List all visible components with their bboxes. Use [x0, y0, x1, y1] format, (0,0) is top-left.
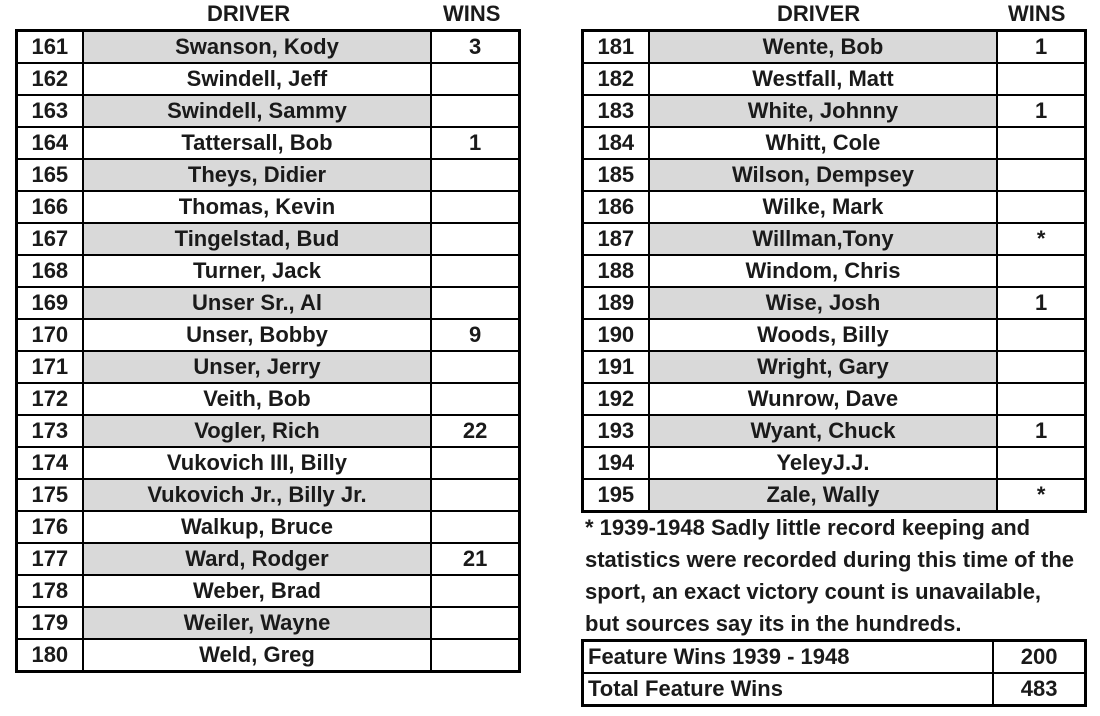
driver-name-cell: Wilke, Mark — [649, 191, 998, 223]
driver-number-cell: 180 — [17, 639, 83, 672]
driver-number-cell: 177 — [17, 543, 83, 575]
driver-number-cell: 181 — [583, 31, 649, 64]
driver-number-cell: 161 — [17, 31, 83, 64]
driver-number-cell: 187 — [583, 223, 649, 255]
driver-number-cell: 192 — [583, 383, 649, 415]
wins-cell — [431, 447, 519, 479]
wins-cell: 1 — [997, 31, 1085, 64]
driver-name-cell: Weld, Greg — [83, 639, 432, 672]
wins-cell: 22 — [431, 415, 519, 447]
driver-name-cell: Walkup, Bruce — [83, 511, 432, 543]
table-row — [583, 95, 1086, 127]
driver-name-cell: Weiler, Wayne — [83, 607, 432, 639]
totals-label: Feature Wins 1939 - 1948 — [583, 641, 994, 674]
wins-cell — [997, 383, 1085, 415]
driver-number-cell: 178 — [17, 575, 83, 607]
driver-number-cell: 193 — [583, 415, 649, 447]
table-row — [17, 31, 520, 64]
table-row — [17, 543, 520, 575]
driver-number-cell: 184 — [583, 127, 649, 159]
driver-number-cell: 174 — [17, 447, 83, 479]
driver-name-cell: White, Johnny — [649, 95, 998, 127]
table-row — [583, 127, 1086, 159]
driver-name-cell: Wunrow, Dave — [649, 383, 998, 415]
driver-table-right — [581, 29, 1087, 513]
wins-cell — [431, 383, 519, 415]
wins-cell — [997, 159, 1085, 191]
wins-cell — [431, 607, 519, 639]
driver-name-cell: Tattersall, Bob — [83, 127, 432, 159]
table-row — [583, 159, 1086, 191]
wins-cell — [997, 255, 1085, 287]
driver-number-cell: 183 — [583, 95, 649, 127]
driver-name-cell: Wise, Josh — [649, 287, 998, 319]
wins-cell — [997, 319, 1085, 351]
wins-cell — [997, 351, 1085, 383]
wins-cell: 21 — [431, 543, 519, 575]
driver-name-cell: Veith, Bob — [83, 383, 432, 415]
wins-cell — [431, 159, 519, 191]
driver-name-cell: Swindell, Jeff — [83, 63, 432, 95]
table-row — [583, 415, 1086, 447]
table-row — [17, 287, 520, 319]
wins-cell — [431, 287, 519, 319]
driver-number-cell: 172 — [17, 383, 83, 415]
driver-number-cell: 189 — [583, 287, 649, 319]
table-row — [17, 479, 520, 511]
table-row — [17, 319, 520, 351]
wins-cell — [431, 255, 519, 287]
totals-value: 483 — [993, 673, 1085, 706]
wins-header-left: WINS — [443, 1, 501, 26]
table-row — [17, 127, 520, 159]
wins-cell — [431, 95, 519, 127]
wins-cell — [997, 447, 1085, 479]
driver-name-cell: Unser, Bobby — [83, 319, 432, 351]
totals-row — [583, 673, 1086, 706]
table-row — [583, 223, 1086, 255]
driver-number-cell: 164 — [17, 127, 83, 159]
driver-number-cell: 195 — [583, 479, 649, 512]
driver-name-cell: Thomas, Kevin — [83, 191, 432, 223]
driver-name-cell: Vukovich Jr., Billy Jr. — [83, 479, 432, 511]
table-row — [17, 447, 520, 479]
wins-cell — [431, 351, 519, 383]
wins-cell — [431, 63, 519, 95]
driver-name-cell: Turner, Jack — [83, 255, 432, 287]
totals-value: 200 — [993, 641, 1085, 674]
wins-cell — [431, 575, 519, 607]
footnote-line: * 1939-1948 Sadly little record keeping and — [585, 515, 1031, 540]
driver-name-cell: Swanson, Kody — [83, 31, 432, 64]
wins-cell: 1 — [431, 127, 519, 159]
footnote — [585, 512, 1100, 640]
driver-name-cell: Swindell, Sammy — [83, 95, 432, 127]
footnote-line: sport, an exact victory count is unavailable, — [585, 579, 1042, 604]
driver-number-cell: 182 — [583, 63, 649, 95]
driver-name-cell: YeleyJ.J. — [649, 447, 998, 479]
driver-number-cell: 163 — [17, 95, 83, 127]
table-row — [17, 383, 520, 415]
wins-cell — [997, 127, 1085, 159]
table-row — [17, 63, 520, 95]
driver-table-left — [15, 29, 521, 673]
wins-cell — [431, 479, 519, 511]
wins-cell: * — [997, 479, 1085, 512]
driver-name-cell: Wente, Bob — [649, 31, 998, 64]
driver-number-cell: 166 — [17, 191, 83, 223]
wins-cell — [431, 511, 519, 543]
driver-number-cell: 194 — [583, 447, 649, 479]
driver-name-cell: Willman,Tony — [649, 223, 998, 255]
driver-number-cell: 191 — [583, 351, 649, 383]
wins-cell — [997, 191, 1085, 223]
footnote-line: statistics were recorded during this time of the — [585, 547, 1074, 572]
table-row — [17, 511, 520, 543]
driver-number-cell: 171 — [17, 351, 83, 383]
table-row — [17, 223, 520, 255]
driver-name-cell: Tingelstad, Bud — [83, 223, 432, 255]
table-row — [17, 351, 520, 383]
wins-header-right: WINS — [1008, 1, 1066, 26]
table-row — [17, 607, 520, 639]
wins-cell — [431, 639, 519, 672]
driver-name-cell: Unser Sr., Al — [83, 287, 432, 319]
driver-name-cell: Weber, Brad — [83, 575, 432, 607]
totals-row — [583, 641, 1086, 674]
driver-number-cell: 176 — [17, 511, 83, 543]
driver-number-cell: 185 — [583, 159, 649, 191]
driver-name-cell: Whitt, Cole — [649, 127, 998, 159]
driver-number-cell: 162 — [17, 63, 83, 95]
driver-number-cell: 169 — [17, 287, 83, 319]
table-row — [583, 479, 1086, 512]
footnote-line: but sources say its in the hundreds. — [585, 611, 962, 636]
table-row — [583, 255, 1086, 287]
driver-number-cell: 165 — [17, 159, 83, 191]
table-row — [583, 31, 1086, 64]
table-row — [17, 159, 520, 191]
driver-number-cell: 188 — [583, 255, 649, 287]
wins-cell — [997, 63, 1085, 95]
table-row — [583, 447, 1086, 479]
table-row — [17, 639, 520, 672]
driver-name-cell: Windom, Chris — [649, 255, 998, 287]
table-row — [583, 319, 1086, 351]
wins-cell: 1 — [997, 287, 1085, 319]
table-row — [583, 63, 1086, 95]
driver-name-cell: Unser, Jerry — [83, 351, 432, 383]
table-row — [583, 383, 1086, 415]
totals-label: Total Feature Wins — [583, 673, 994, 706]
table-row — [17, 415, 520, 447]
wins-cell — [431, 191, 519, 223]
driver-name-cell: Theys, Didier — [83, 159, 432, 191]
driver-name-cell: Woods, Billy — [649, 319, 998, 351]
driver-number-cell: 186 — [583, 191, 649, 223]
wins-cell: 9 — [431, 319, 519, 351]
driver-name-cell: Wilson, Dempsey — [649, 159, 998, 191]
driver-name-cell: Westfall, Matt — [649, 63, 998, 95]
driver-name-cell: Vogler, Rich — [83, 415, 432, 447]
table-row — [17, 255, 520, 287]
wins-cell: * — [997, 223, 1085, 255]
driver-number-cell: 190 — [583, 319, 649, 351]
driver-number-cell: 175 — [17, 479, 83, 511]
totals-table — [581, 639, 1087, 707]
driver-name-cell: Ward, Rodger — [83, 543, 432, 575]
driver-number-cell: 170 — [17, 319, 83, 351]
table-row — [17, 95, 520, 127]
driver-number-cell: 173 — [17, 415, 83, 447]
wins-cell: 3 — [431, 31, 519, 64]
driver-name-cell: Zale, Wally — [649, 479, 998, 512]
driver-name-cell: Wyant, Chuck — [649, 415, 998, 447]
driver-number-cell: 179 — [17, 607, 83, 639]
table-row — [17, 575, 520, 607]
table-row — [17, 191, 520, 223]
wins-cell: 1 — [997, 95, 1085, 127]
driver-name-cell: Wright, Gary — [649, 351, 998, 383]
driver-header-right: DRIVER — [777, 1, 861, 26]
table-row — [583, 191, 1086, 223]
table-row — [583, 351, 1086, 383]
driver-number-cell: 168 — [17, 255, 83, 287]
driver-header-left: DRIVER — [207, 1, 291, 26]
wins-cell — [431, 223, 519, 255]
driver-number-cell: 167 — [17, 223, 83, 255]
table-row — [583, 287, 1086, 319]
wins-cell: 1 — [997, 415, 1085, 447]
driver-name-cell: Vukovich III, Billy — [83, 447, 432, 479]
